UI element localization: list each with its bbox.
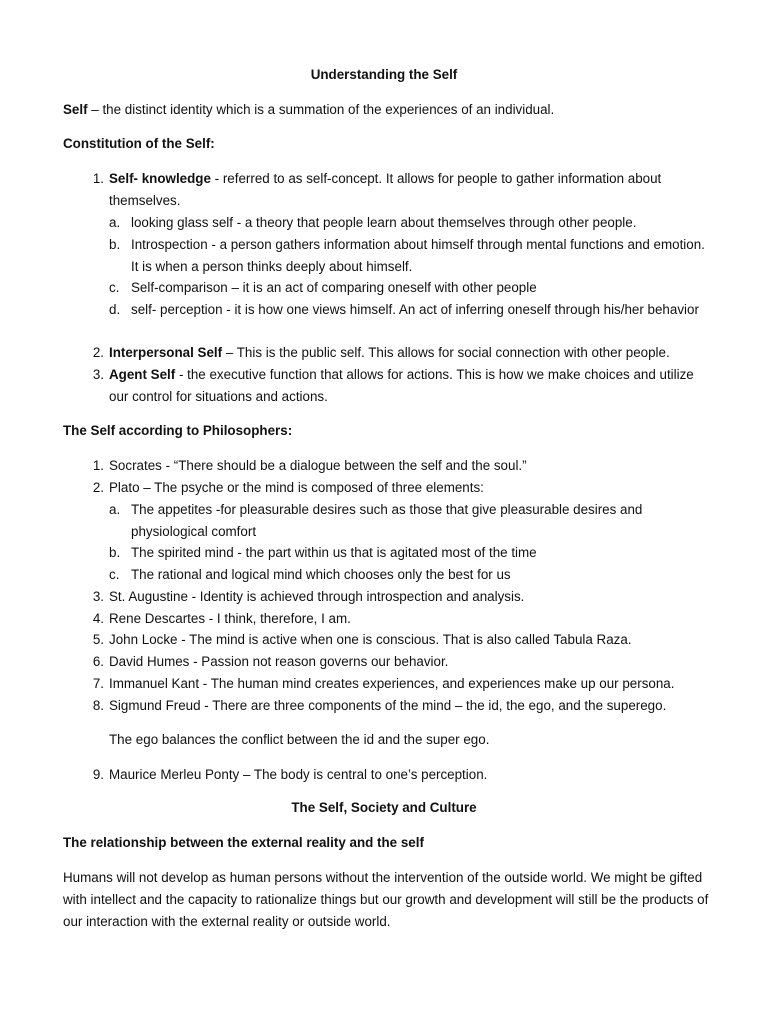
sub-letter: c.: [109, 567, 120, 582]
list-number: 7.: [92, 676, 104, 691]
list-item-text: Rene Descartes - I think, therefore, I am.: [109, 611, 351, 626]
list-item-text: Sigmund Freud - There are three components of the mind – the id, the ego, and the superego.: [109, 698, 667, 713]
list-item-text: Immanuel Kant - The human mind creates experiences, and experiences make up our persona.: [109, 676, 675, 691]
list-number: 9.: [92, 767, 104, 782]
sub-letter: c.: [109, 280, 120, 295]
list-number: 5.: [92, 632, 104, 647]
society-paragraph: Humans will not develop as human persons without the intervention of the outside world. We might be gifted with intellect and the capacity to rationalize things but our growth and development will still be the products of our interaction with the external reality or outside world.: [63, 870, 709, 929]
list-item-text: St. Augustine - Identity is achieved through introspection and analysis.: [109, 589, 525, 604]
list-number: 1.: [92, 458, 104, 473]
society-subheading: The relationship between the external reality and the self: [63, 835, 424, 850]
list-item-text: [109, 364, 704, 408]
list-item-text: [109, 168, 704, 212]
sub-letter: b.: [109, 237, 121, 252]
item-text: - the executive function that allows for actions. This is how we make choices and utilize our control for situations and actions.: [109, 367, 694, 404]
sub-text: The appetites -for pleasurable desires such as those that give pleasurable desires and physiological comfort: [131, 502, 643, 539]
list-item-text: Plato – The psyche or the mind is composed of three elements:: [109, 480, 484, 495]
list-item-text: Maurice Merleu Ponty – The body is central to one’s perception.: [109, 767, 488, 782]
list-number: 3.: [92, 589, 104, 604]
list-number: 3.: [92, 367, 104, 382]
item-term: Agent Self: [109, 367, 176, 382]
sub-letter: a.: [109, 502, 121, 517]
self-term: Self: [63, 102, 88, 117]
item-term: Interpersonal Self: [109, 345, 223, 360]
item-term: Self- knowledge: [109, 171, 211, 186]
list-number: 8.: [92, 698, 104, 713]
list-item-text: [109, 342, 704, 364]
list-item-text: David Humes - Passion not reason governs our behavior.: [109, 654, 449, 669]
sub-text: self- perception - it is how one views himself. An act of inferring oneself through his/her behavior: [131, 302, 699, 317]
sub-text: Self-comparison – it is an act of comparing oneself with other people: [131, 280, 537, 295]
sub-text: The spirited mind - the part within us that is agitated most of the time: [131, 545, 537, 560]
sub-letter: b.: [109, 545, 121, 560]
list-number: 1.: [92, 171, 104, 186]
list-number: 6.: [92, 654, 104, 669]
sub-text: The rational and logical mind which chooses only the best for us: [131, 567, 511, 582]
sub-letter: d.: [109, 302, 121, 317]
list-item-text: John Locke - The mind is active when one is conscious. That is also called Tabula Raza.: [109, 632, 632, 647]
philosophers-heading: The Self according to Philosophers:: [63, 423, 293, 438]
item-text: – This is the public self. This allows for social connection with other people.: [222, 345, 670, 360]
freud-note: The ego balances the conflict between the id and the super ego.: [109, 732, 490, 747]
item-text: - referred to as self-concept. It allows for people to gather information about themselves.: [109, 171, 662, 208]
list-number: 4.: [92, 611, 104, 626]
list-number: 2.: [92, 480, 104, 495]
self-definition-text: – the distinct identity which is a summation of the experiences of an individual.: [87, 102, 555, 117]
self-definition: [63, 99, 703, 121]
constitution-heading: Constitution of the Self:: [63, 136, 215, 151]
sub-letter: a.: [109, 215, 121, 230]
list-item-text: Socrates - “There should be a dialogue between the self and the soul.”: [109, 458, 527, 473]
list-number: 2.: [92, 345, 104, 360]
society-heading: The Self, Society and Culture: [291, 800, 477, 815]
document-title: Understanding the Self: [310, 67, 458, 82]
sub-text: Introspection - a person gathers information about himself through mental functions and emotion. It is when a person thinks deeply about himself.: [131, 237, 705, 274]
sub-text: looking glass self - a theory that people learn about themselves through other people.: [131, 215, 637, 230]
